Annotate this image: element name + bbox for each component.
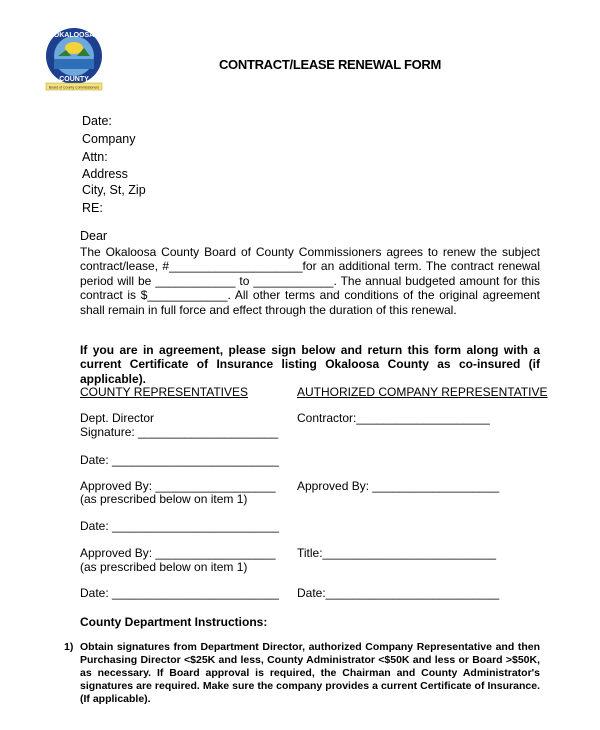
instruction-item-number: 1) (64, 641, 74, 653)
company-title-field[interactable]: Title:__________________________ (297, 546, 497, 560)
body-paragraph: The Okaloosa County Board of County Commissioners agrees to renew the subject contract/lease, #____________________for an additional term. The contract renewal period will be ____________ to ____________. The annual budgeted amount for this contract is $____________. All other terms and conditions of the original agreement shall remain in full force and effect through the duration of this renewal. (80, 245, 540, 317)
svg-text:Board of County Commissioners: Board of County Commissioners (48, 85, 100, 90)
county-date-field-1[interactable]: Date: _________________________ (80, 453, 279, 467)
address-re: RE: (82, 201, 103, 215)
svg-text:OKALOOSA: OKALOOSA (53, 32, 95, 39)
county-approved-note-2: (as prescribed below on item 1) (80, 560, 248, 574)
address-date: Date: (82, 114, 112, 128)
contractor-field[interactable]: Contractor:____________________ (297, 411, 490, 425)
company-date-field[interactable]: Date:__________________________ (297, 586, 500, 600)
address-city: City, St, Zip (82, 183, 146, 197)
svg-text:COUNTY: COUNTY (59, 76, 89, 83)
address-company: Company (82, 132, 136, 146)
form-title: CONTRACT/LEASE RENEWAL FORM (218, 57, 442, 72)
director-signature-field[interactable]: Signature: _____________________ (80, 425, 279, 439)
address-attn: Attn: (82, 150, 108, 164)
company-approved-field[interactable]: Approved By: ___________________ (297, 479, 500, 493)
county-date-field-2[interactable]: Date: _________________________ (80, 519, 279, 533)
county-date-field-3[interactable]: Date: _________________________ (80, 586, 279, 600)
agreement-paragraph: If you are in agreement, please sign below and return this form along with a current Certificate of Insurance listing Okaloosa County as co-insured (if applicable). (80, 343, 540, 386)
instruction-item-text: Obtain signatures from Department Director, authorized Company Representative and then Purchasing Director <$25K and less, County Administrator <$50K and less or Board >$50K, as necessary. If Board approval is required, the Chairman and County Administrator's signatures are required. Make sure the company provides a current Certificate of Insurance. (If applicable). (80, 641, 540, 705)
company-rep-header: AUTHORIZED COMPANY REPRESENTATIVE (297, 385, 548, 399)
county-reps-header: COUNTY REPRESENTATIVES (80, 385, 249, 399)
county-approved-note-1: (as prescribed below on item 1) (80, 492, 248, 506)
address-street: Address (82, 167, 128, 181)
county-approved-field-2[interactable]: Approved By: __________________ (80, 546, 276, 560)
instructions-heading: County Department Instructions: (80, 615, 268, 629)
county-approved-field-1[interactable]: Approved By: __________________ (80, 479, 276, 493)
salutation: Dear (80, 229, 108, 243)
director-label: Dept. Director (80, 411, 155, 425)
